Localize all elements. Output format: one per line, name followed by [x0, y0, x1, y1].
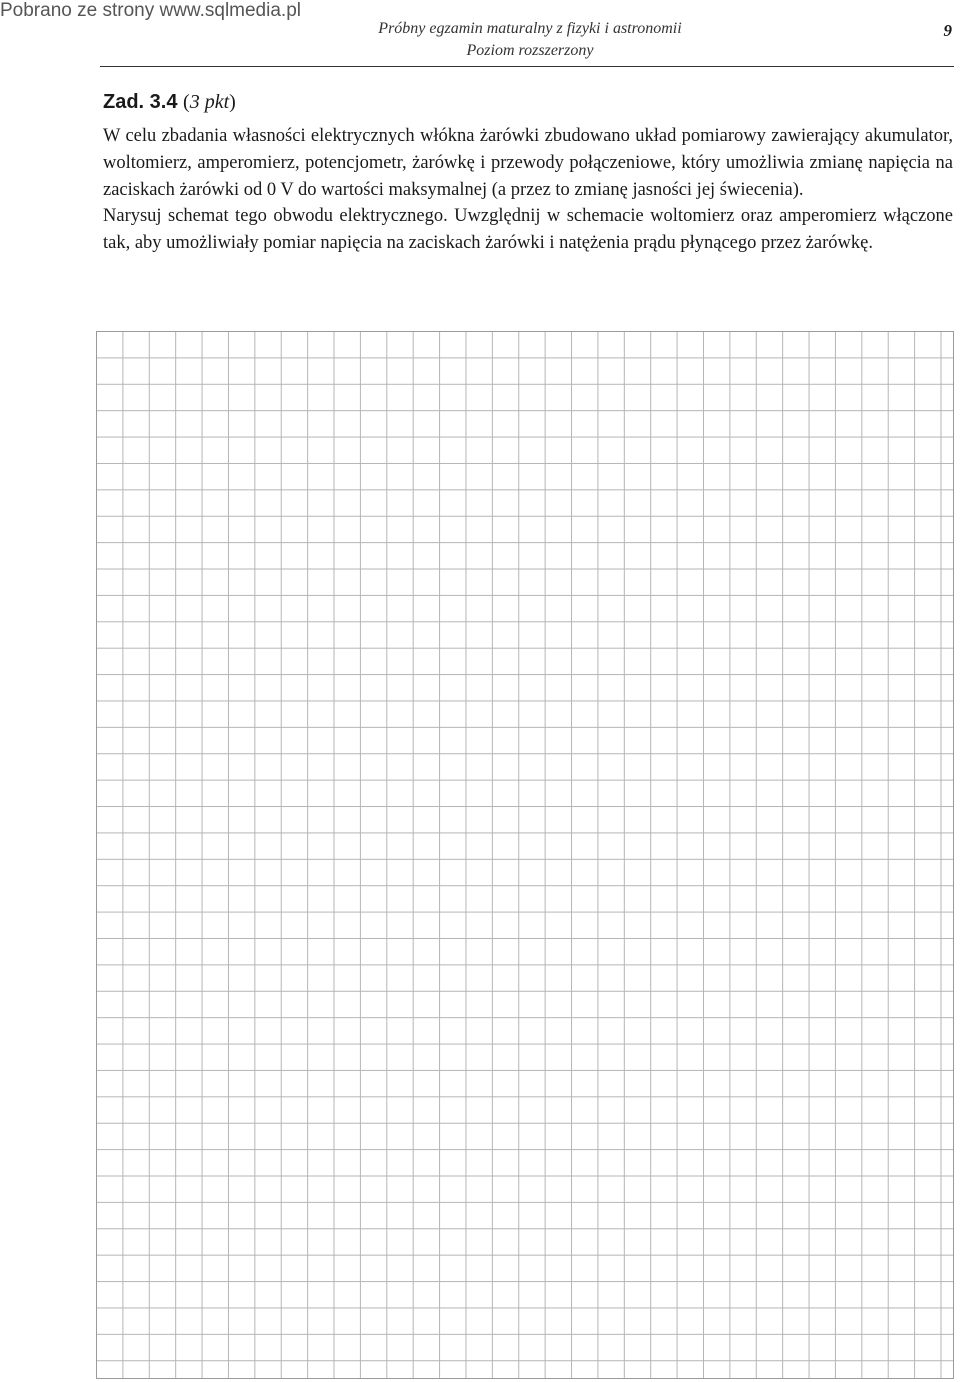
- task-number: Zad. 3.4: [103, 91, 178, 113]
- page-number: 9: [943, 21, 952, 40]
- exam-level: Poziom rozszerzony: [466, 42, 594, 59]
- task-points-value: 3 pkt: [189, 91, 230, 113]
- header-divider: [100, 66, 954, 67]
- task-paragraph-instruction: Narysuj schemat tego obwodu elektrycznego. Uwzględnij w schemacie woltomierz oraz amperomierz włączone tak, aby umożliwiały pomiar napięcia na zaciskach żarówki i natężenia prądu płynącego przez żarówkę.: [103, 206, 953, 254]
- task-heading: [103, 88, 236, 116]
- task-description: [103, 123, 953, 257]
- task-points: (3 pkt): [183, 91, 236, 113]
- page-header: [300, 18, 760, 62]
- exam-title: Próbny egzamin maturalny z fizyki i astronomii: [378, 20, 682, 37]
- watermark-source: Pobrano ze strony www.sqlmedia.pl: [0, 0, 301, 21]
- task-paragraph-context: W celu zbadania własności elektrycznych włókna żarówki zbudowano układ pomiarowy zawierający akumulator, woltomierz, amperomierz, potencjometr, żarówkę i przewody połączeniowe, który umożliwia zmianę napięcia na zaciskach żarówki od 0 V do wartości maksymalnej (a przez to zmianę jasności jej świecenia).: [103, 126, 953, 200]
- answer-grid[interactable]: [96, 331, 954, 1379]
